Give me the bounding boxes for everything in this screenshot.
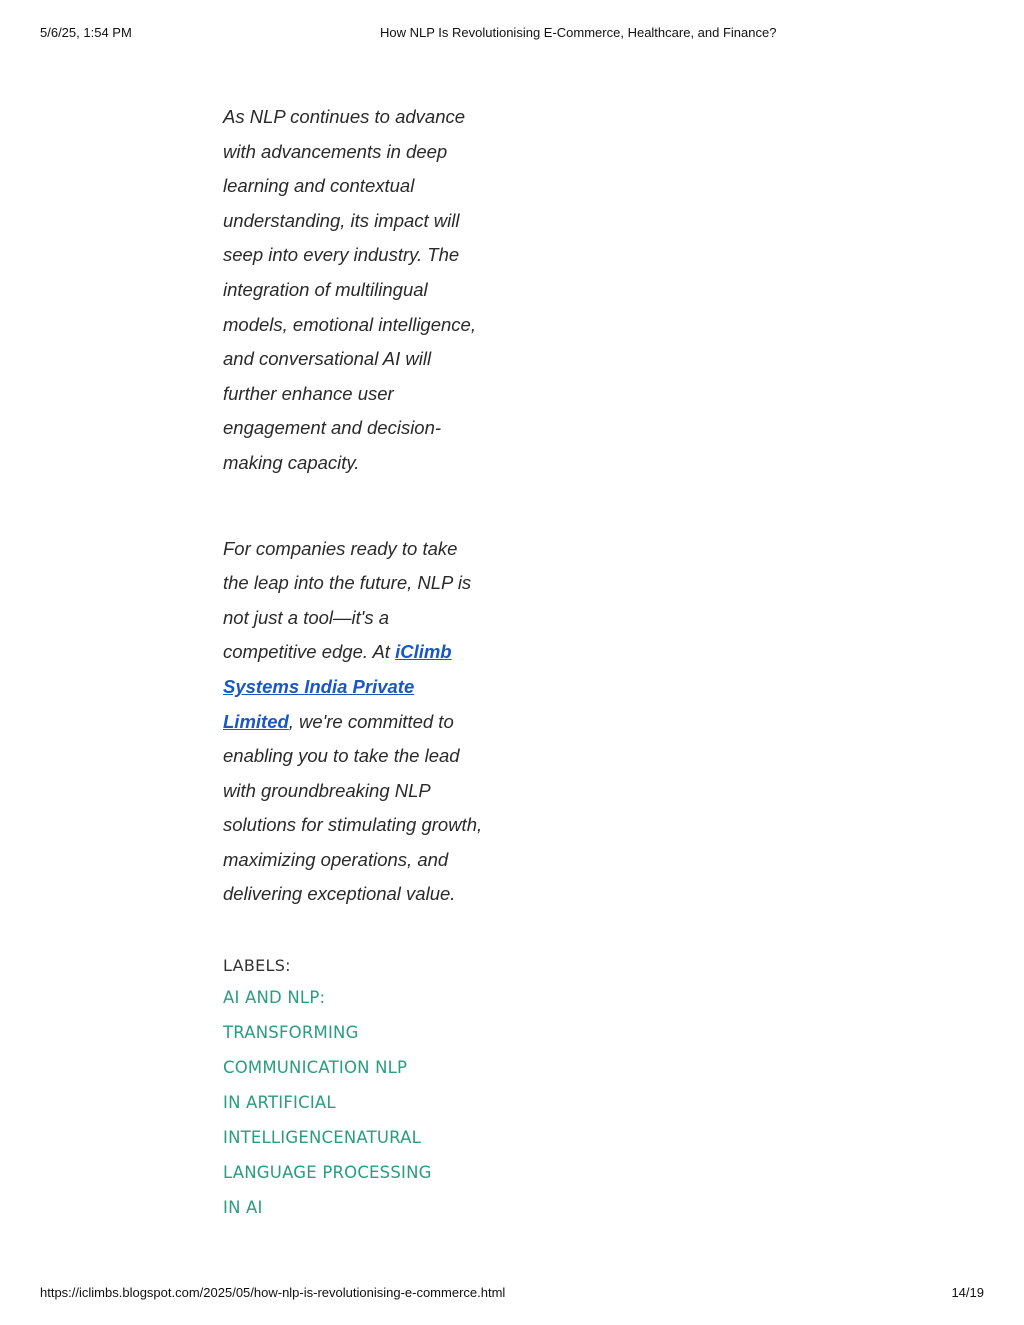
label-link[interactable]: LANGUAGE PROCESSING bbox=[223, 1163, 432, 1183]
label-link[interactable]: TRANSFORMING bbox=[223, 1023, 359, 1043]
print-page-number: 14/19 bbox=[951, 1285, 984, 1300]
article-paragraph: As NLP continues to advance with advancements in deep learning and contextual understanding, its impact will seep into every industry. The integration of multilingual models, emotional intelligence, and conversational AI will further enhance user engagement and decision-making capacity. bbox=[223, 106, 476, 473]
article-paragraph-company bbox=[223, 532, 485, 913]
labels-heading: LABELS: bbox=[223, 956, 291, 976]
print-page-title: How NLP Is Revolutionising E-Commerce, Healthcare, and Finance? bbox=[380, 25, 777, 40]
print-url: https://iclimbs.blogspot.com/2025/05/how-nlp-is-revolutionising-e-commerce.html bbox=[40, 1285, 506, 1300]
post-labels bbox=[223, 954, 485, 1225]
label-link[interactable]: IN AI bbox=[223, 1198, 263, 1218]
print-datetime: 5/6/25, 1:54 PM bbox=[40, 25, 132, 40]
label-link[interactable]: COMMUNICATION NLP bbox=[223, 1058, 408, 1078]
company-link[interactable]: iClimb Systems India Private Limited bbox=[223, 641, 452, 732]
paragraph-text-before-link: For companies ready to take the leap into the future, NLP is not just a tool—it's a competitive edge. At bbox=[223, 537, 472, 663]
label-link[interactable]: INTELLIGENCENATURAL bbox=[223, 1128, 422, 1148]
label-link[interactable]: IN ARTIFICIAL bbox=[223, 1093, 336, 1113]
post-body bbox=[223, 100, 485, 1225]
label-link[interactable]: AI AND NLP: bbox=[223, 988, 326, 1008]
paragraph-text-after-link: , we're committed to enabling you to take the lead with groundbreaking NLP solutions for stimulating growth, maximizing operations, and delivering exceptional value. bbox=[223, 710, 483, 905]
